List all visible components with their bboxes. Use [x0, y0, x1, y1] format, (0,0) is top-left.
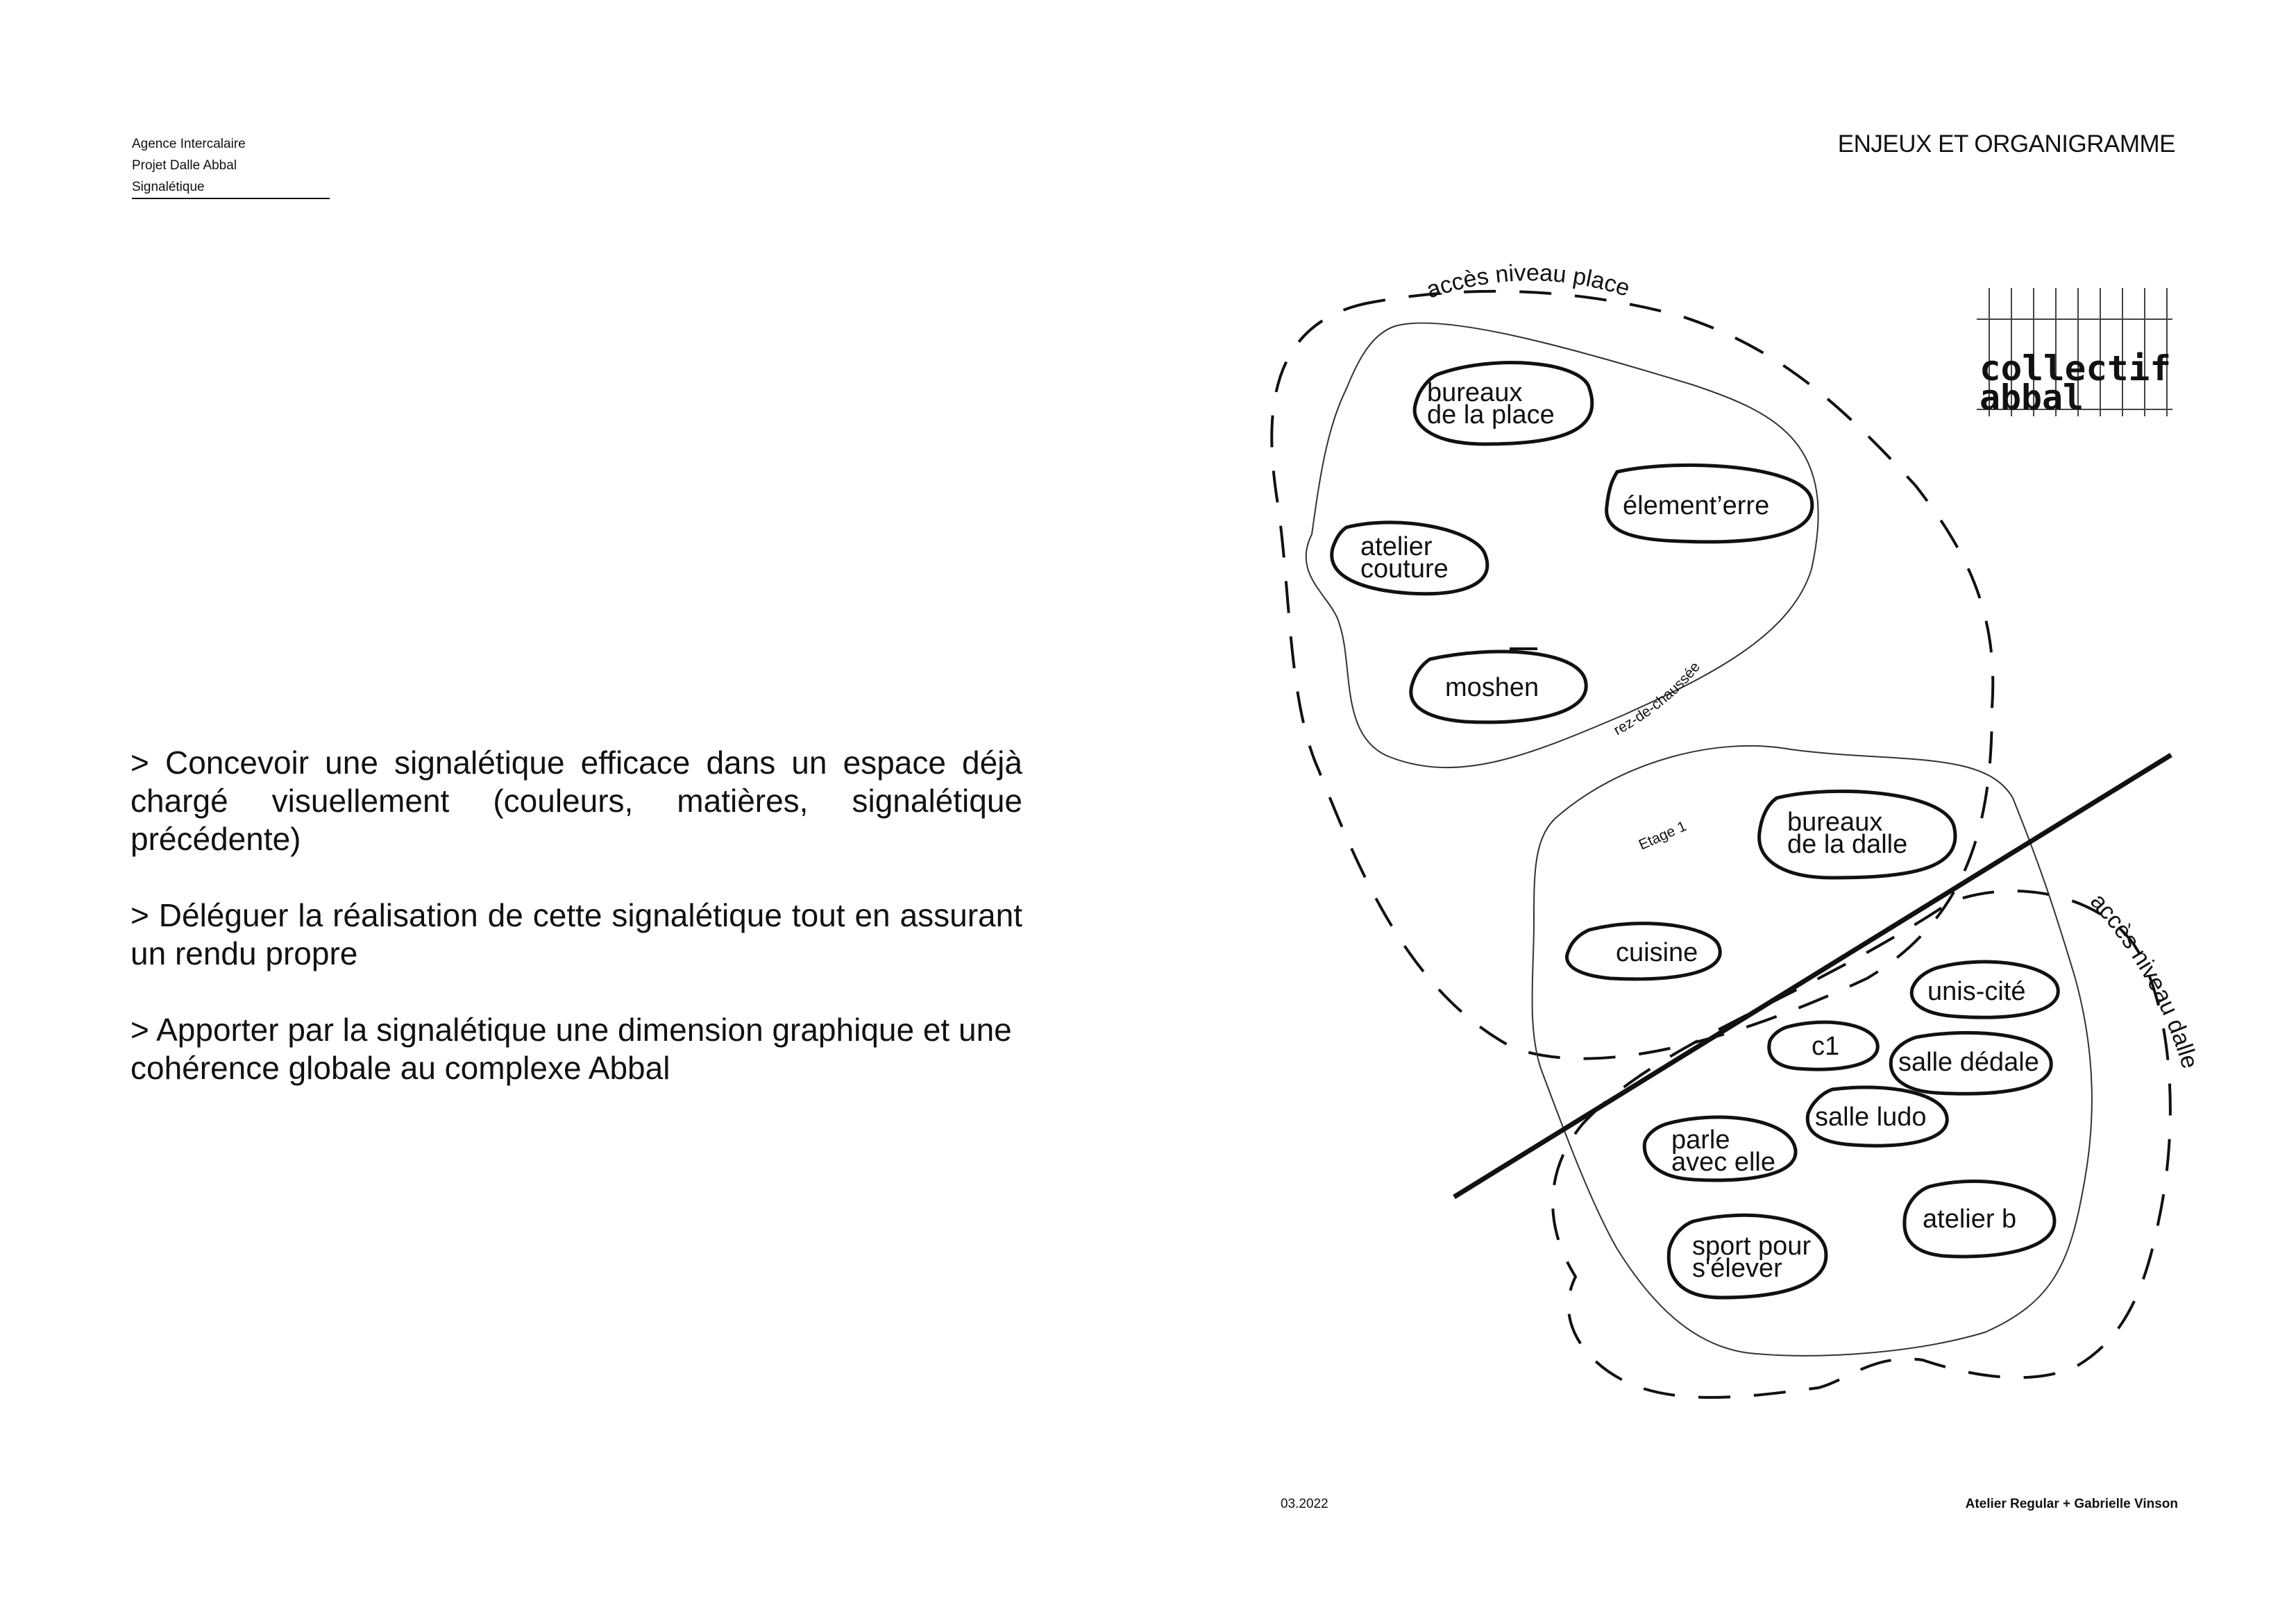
footer-date: 03.2022 — [1281, 1497, 1328, 1511]
bureaux-place-line2: de la place — [1427, 400, 1555, 430]
access-label-place: accès niveau place — [1423, 260, 1633, 304]
bubble-unis-cite — [1911, 962, 2058, 1017]
bubble-salle-ludo — [1807, 1087, 1947, 1146]
logo-line1: collectif — [1980, 348, 2171, 389]
salle-ludo-label: salle ludo — [1815, 1103, 1927, 1132]
level-label-first: Etage 1 — [1636, 818, 1689, 853]
unis-cite-label: unis-cité — [1927, 977, 2026, 1006]
bubble-c1 — [1769, 1022, 1877, 1069]
access-label-dalle: accès niveau dalle — [2085, 888, 2204, 1072]
bubble-atelier-b — [1905, 1181, 2054, 1257]
atelier-couture-line2: couture — [1360, 554, 1449, 584]
objective-2: > Déléguer la réalisation de cette signalétique tout en assurant un rendu propre — [130, 897, 1022, 971]
project-name: Projet Dalle Abbal — [132, 158, 237, 173]
elementerre-label: élement’erre — [1623, 491, 1770, 520]
bubble-bureaux-dalle — [1759, 791, 1955, 878]
bureaux-dalle-line1: bureaux — [1787, 808, 1883, 837]
section-name: Signalétique — [132, 176, 330, 199]
bubble-atelier-couture — [1332, 522, 1487, 594]
bubble-salle-dedale — [1891, 1033, 2051, 1094]
level-label-ground: rez-de-chaussée — [1611, 658, 1703, 739]
salle-dedale-label: salle dédale — [1898, 1048, 2039, 1077]
atelier-b-label: atelier b — [1923, 1205, 2017, 1234]
bubble-parle-avec-elle — [1644, 1117, 1796, 1180]
objective-1: > Concevoir une signalétique efficace dans un espace déjà chargé visuellement (couleurs, matières, signalétique précédente) — [130, 745, 1022, 857]
bureaux-dalle-line2: de la dalle — [1787, 830, 1908, 859]
footer-credit: Atelier Regular + Gabrielle Vinson — [1965, 1497, 2178, 1511]
agency-name: Agence Intercalaire — [132, 137, 246, 151]
moshen-label: moshen — [1445, 673, 1539, 702]
sport-line1: sport pour — [1692, 1232, 1812, 1261]
sport-line2: s'élever — [1692, 1254, 1782, 1283]
logo-line2: abbal — [1980, 377, 2084, 418]
c1-label: c1 — [1812, 1032, 1840, 1061]
parle-line1: parle — [1671, 1125, 1730, 1155]
parle-line2: avec elle — [1671, 1148, 1775, 1177]
bubble-cuisine — [1567, 924, 1721, 979]
bubble-moshen — [1411, 649, 1586, 722]
collectif-abbal-logo — [1977, 288, 2172, 418]
cuisine-label: cuisine — [1616, 938, 1698, 967]
atelier-couture-line1: atelier — [1360, 532, 1433, 561]
bubble-elementerre — [1607, 465, 1812, 542]
bureaux-place-line1: bureaux — [1427, 378, 1523, 407]
bubble-bureaux-place — [1415, 363, 1592, 444]
objective-3: > Apporter par la signalétique une dimension graphique et une cohérence globale au complexe Abbal — [130, 1012, 1012, 1086]
bubble-sport-pour-selever — [1669, 1215, 1826, 1298]
page-title: ENJEUX ET ORGANIGRAMME — [1837, 130, 2175, 158]
